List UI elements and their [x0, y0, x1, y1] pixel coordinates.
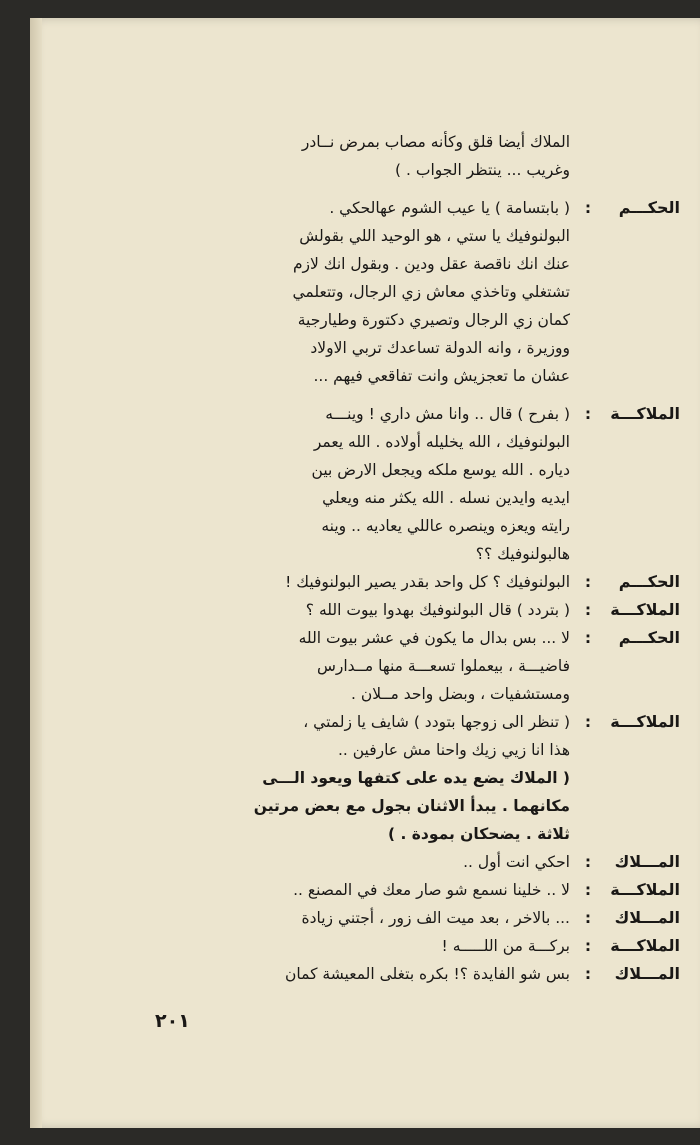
- speaker-colon: :: [584, 405, 592, 423]
- text-line: لا .. خلينا نسمع شو صار معك في المصنع ..: [293, 881, 570, 899]
- text-line: ... بالاخر ، بعد ميت الف زور ، أجتني زيادة: [301, 909, 570, 927]
- speaker-name: الحكـــم: [618, 628, 680, 647]
- speaker-name: المـــلاك: [614, 964, 680, 983]
- text-line: ( بفرح ) قال .. وانا مش داري ! وينـــه: [325, 405, 570, 423]
- page-gutter-edge: [30, 18, 42, 1128]
- text-line: مكانهما . يبدأ الاثنان بجول مع بعض مرتين: [253, 797, 570, 815]
- dialogue-block: [150, 904, 680, 932]
- speaker-colon: :: [584, 853, 592, 871]
- page-number: ٢٠١: [155, 1010, 190, 1032]
- text-line: بركـــة من اللـــــه !: [441, 937, 570, 955]
- text-line: بس شو الفايدة ؟! بكره بتغلى المعيشة كمان: [285, 965, 570, 983]
- text-line: عشان ما تعجزيش وانت تفاقعي فيهم ...: [313, 367, 570, 385]
- text-line: ( بتردد ) قال البولنوفيك بهدوا بيوت الله ؟: [305, 601, 570, 619]
- text-line: عنك انك ناقصة عقل ودين . وبقول انك لازم: [292, 255, 570, 273]
- text-line: فاضيـــة ، بيعملوا تسعـــة منها مــدارس: [316, 657, 570, 675]
- text-line: ( بابتسامة ) يا عيب الشوم عهالحكي .: [329, 199, 570, 217]
- speaker-colon: :: [584, 881, 592, 899]
- dialogue-block: [150, 568, 680, 596]
- text-line: الملاك أيضا قلق وكأنه مصاب بمرض نــادر: [301, 133, 570, 151]
- dialogue-block: [150, 596, 680, 624]
- speaker-colon: :: [584, 965, 592, 983]
- dialogue-block: [150, 624, 680, 708]
- text-line: البولنوفيك ؟ كل واحد بقدر يصير البولنوفيك !: [285, 573, 570, 591]
- text-line: رايته ويعزه وينصره عاللي يعاديه .. وينه: [321, 517, 570, 535]
- dialogue-block: [150, 400, 680, 568]
- dialogue-block: [150, 194, 680, 390]
- stage-direction: [150, 764, 570, 848]
- stage-direction-intro: [150, 128, 570, 184]
- text-line: البولنوفيك يا ستي ، هو الوحيد اللي بقولش: [299, 227, 570, 245]
- speaker-name: الملاكـــة: [610, 880, 680, 899]
- dialogue-block: [150, 848, 680, 876]
- speaker-colon: :: [584, 199, 592, 217]
- text-line: ( الملاك يضع يده على كتفها ويعود الـــى: [262, 769, 570, 787]
- text-line: لا ... بس بدال ما يكون في عشر بيوت الله: [298, 629, 570, 647]
- text-line: ووزيرة ، وانه الدولة تساعدك تربي الاولاد: [310, 339, 570, 357]
- speaker-name: الملاكـــة: [610, 936, 680, 955]
- dialogue-block: [150, 876, 680, 904]
- text-line: ايديه وايدين نسله . الله يكثر منه ويعلي: [322, 489, 570, 507]
- dialogue-block: [150, 960, 680, 988]
- text-line: هذا انا زيي زيك واحنا مش عارفين ..: [337, 741, 570, 759]
- speaker-colon: :: [584, 629, 592, 647]
- text-line: البولنوفيك ، الله يخليله أولاده . الله يعمر: [313, 433, 570, 451]
- speaker-name: الحكـــم: [618, 198, 680, 217]
- speaker-name: الحكـــم: [618, 572, 680, 591]
- speaker-colon: :: [584, 937, 592, 955]
- speaker-colon: :: [584, 601, 592, 619]
- text-line: ( تنظر الى زوجها بتودد ) شايف يا زلمتي ،: [303, 713, 570, 731]
- dialogue-block: [150, 932, 680, 960]
- speaker-name: الملاكـــة: [610, 600, 680, 619]
- speaker-name: الملاكـــة: [610, 404, 680, 423]
- play-text: [150, 128, 680, 988]
- speaker-colon: :: [584, 713, 592, 731]
- speaker-colon: :: [584, 909, 592, 927]
- speaker-name: المـــلاك: [614, 852, 680, 871]
- text-line: دياره . الله يوسع ملكه ويجعل الارض بين: [311, 461, 570, 479]
- text-line: ومستشفيات ، وبضل واحد مــلان .: [350, 685, 570, 703]
- speaker-colon: :: [584, 573, 592, 591]
- text-line: تشتغلي وتاخذي معاش زي الرجال، وتتعلمي: [292, 283, 570, 301]
- speaker-name: الملاكـــة: [610, 712, 680, 731]
- text-line: احكي انت أول ..: [463, 853, 570, 871]
- text-line: وغريب ... ينتظر الجواب . ): [395, 161, 570, 179]
- text-line: كمان زي الرجال وتصيري دكتورة وطيارجية: [297, 311, 570, 329]
- text-line: ثلاثة . يضحكان بمودة . ): [387, 825, 570, 843]
- dialogue-block: [150, 708, 680, 764]
- text-line: هالبولنوفيك ؟؟: [475, 545, 570, 563]
- speaker-name: المـــلاك: [614, 908, 680, 927]
